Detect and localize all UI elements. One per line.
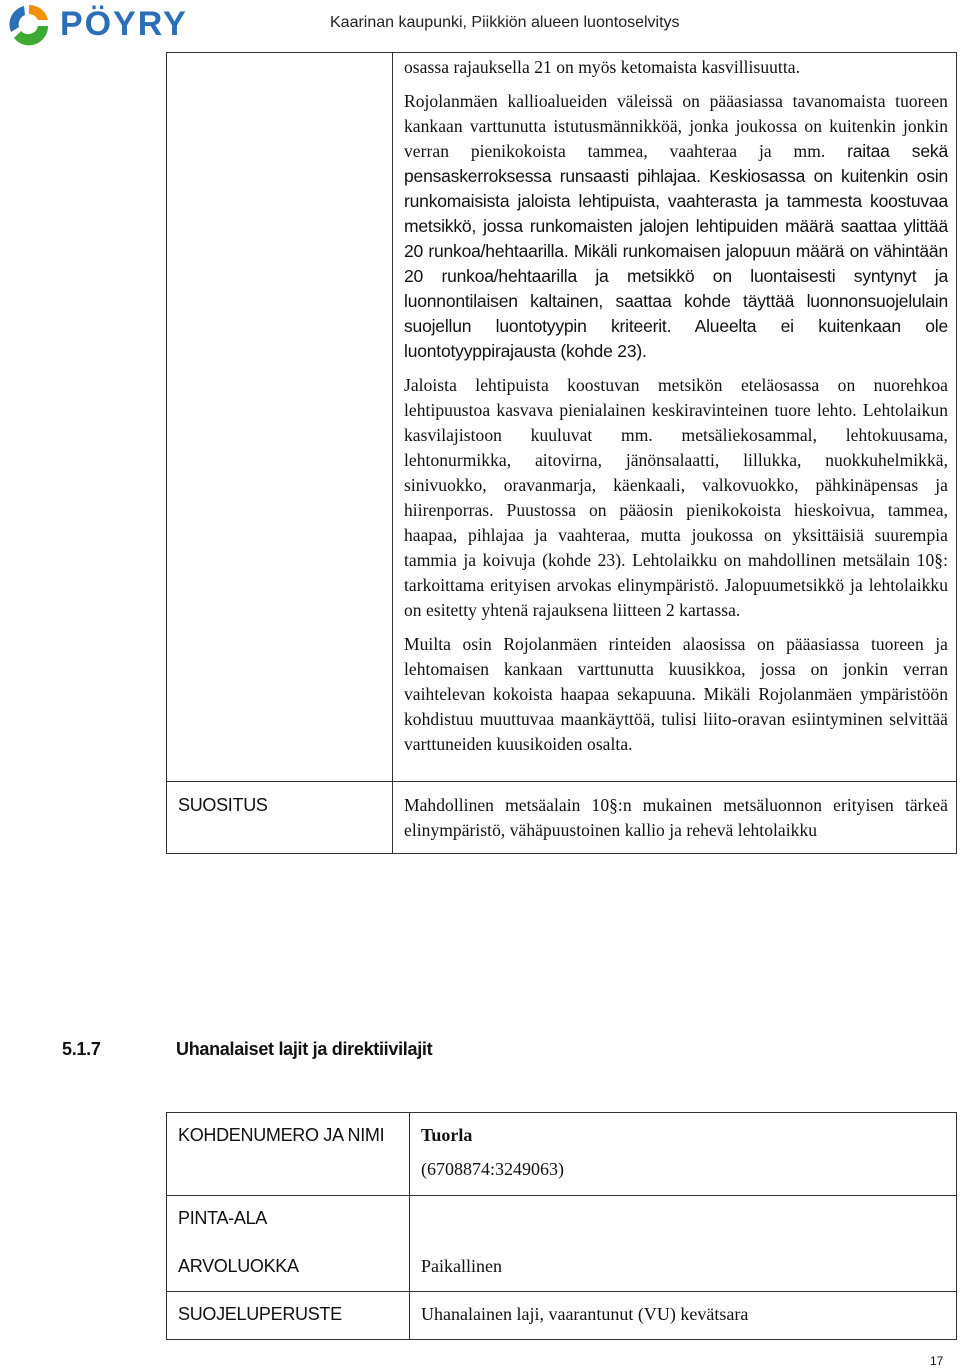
page-number: 17 xyxy=(930,1354,944,1368)
paragraph-lehto-b: metsäliekosammal, lehtokuusama, lehtonurmikka, aitovirna, jänönsalaatti, lillukka, nuokkuhelmikkä, sinivuokko, oravanmarja, käenkaali, valkovuokko, pähkinäpensas ja hiirenporras. Puustossa on pääosin pienikokoista hieskoivua, tammea, haapaa, pihlajaa ja vaahteraa, mutta joukossa on yksittäisiä suurempia tammia ja koivuja (kohde 23). Lehtolaikku on mahdollinen metsälain 10§: tarkoittama erityisen arvokas elinympäristö. Jalopuumetsikkö ja lehtolaikku on esitetty yhtenä rajauksena liitteen 2 kartassa. xyxy=(404,425,948,620)
species-row-name xyxy=(167,1113,957,1196)
label-suojeluperuste: SUOJELUPERUSTE xyxy=(178,1304,342,1324)
site-name: Tuorla xyxy=(421,1125,473,1145)
logo-wordmark: PÖYRY xyxy=(60,5,188,43)
suositus-label: SUOSITUS xyxy=(178,795,268,815)
site-description-table xyxy=(166,52,957,854)
species-value-cell xyxy=(410,1113,957,1196)
poyry-logo xyxy=(6,2,188,46)
area-value-cell xyxy=(410,1196,957,1244)
paragraph-rojolanmaki-a: Rojolanmäen kallioalueiden väleissä on pääasiassa tavanomaista tuoreen kankaan varttunutta istutusmännikköä, jonka joukossa on kuitenkin jonkin verran pienikokoista tammea, vaahteraa ja mm. xyxy=(404,91,948,161)
species-row-class xyxy=(167,1244,957,1292)
poyry-logo-icon xyxy=(6,2,52,46)
page-header xyxy=(0,0,960,50)
section-title: Uhanalaiset lajit ja direktiivilajit xyxy=(176,1039,433,1059)
suositus-row xyxy=(167,782,957,854)
basis-label-cell xyxy=(167,1292,410,1340)
paragraph-rojolanmaki xyxy=(404,89,948,364)
value-arvoluokka: Paikallinen xyxy=(421,1255,502,1276)
value-suojeluperuste: Uhanalainen laji, vaarantunut (VU) kevätsara xyxy=(421,1304,749,1324)
suositus-text-cell xyxy=(393,782,957,854)
suositus-text: Mahdollinen metsäalain 10§:n mukainen metsäluonnon erityisen tärkeä elinympäristö, vähäpuustoinen kallio ja rehevä lehtolaikku xyxy=(404,795,948,840)
species-row-area xyxy=(167,1196,957,1244)
suositus-label-cell xyxy=(167,782,393,854)
description-row xyxy=(167,53,957,782)
description-label-cell xyxy=(167,53,393,782)
site-coordinates: (6708874:3249063) xyxy=(421,1159,564,1179)
paragraph-lehto xyxy=(404,373,948,623)
paragraph-kuusikko: Muilta osin Rojolanmäen rinteiden alaosissa on pääasiassa tuoreen ja lehtomaisen kankaan varttunutta kuusikkoa, jossa on jonkin verran vaihtelevan kokoista haapaa sekapuuna. Mikäli Rojolanmäen ympäristöön kohdistuu muuttuvaa maankäyttöä, tulisi liito-oravan esiintyminen selvittää varttuneiden kuusikoiden osalta. xyxy=(404,634,948,754)
species-table xyxy=(166,1112,957,1340)
species-row-basis xyxy=(167,1292,957,1340)
label-kohdenumero: KOHDENUMERO JA NIMI xyxy=(178,1125,385,1145)
label-arvoluokka: ARVOLUOKKA xyxy=(178,1255,299,1276)
continued-paragraph: osassa rajauksella 21 on myös ketomaista kasvillisuutta. xyxy=(404,57,800,77)
section-heading xyxy=(62,1039,432,1060)
section-number: 5.1.7 xyxy=(62,1039,101,1059)
species-label-cell xyxy=(167,1113,410,1196)
area-label-cell xyxy=(167,1196,410,1244)
class-label-cell xyxy=(167,1244,410,1292)
class-value-cell xyxy=(410,1244,957,1292)
paragraph-lehto-a: Jaloista lehtipuista koostuvan metsikön eteläosassa on nuorehkoa lehtipuustoa kasvava pienialainen keskiravinteinen tuore lehto. Lehtolaikun kasvilajistoon kuuluvat mm. xyxy=(404,375,948,445)
paragraph-rojolanmaki-b: raitaa sekä pensaskerroksessa runsaasti pihlajaa. Keskiosassa on kuitenkin osin runkomaisista jaloista lehtipuista, vaahterasta ja tammesta koostuvaa metsikkö, jossa runkomaisten jalojen lehtipuiden määrä saattaa ylittää 20 runkoa/hehtaarilla. Mikäli runkomaisen jalopuun määrä on vähintään 20 runkoa/hehtaarilla ja metsikkö on luontaisesti syntynyt ja luonnontilaisen kaltainen, saattaa kohde täyttää luonnonsuojelulain suojellun luontotyypin kriteerit. Alueelta ei kuitenkaan ole luontotyyppirajausta (kohde 23). xyxy=(404,141,948,361)
basis-value-cell xyxy=(410,1292,957,1340)
description-text-cell xyxy=(393,53,957,782)
document-title: Kaarinan kaupunki, Piikkiön alueen luontoselvitys xyxy=(330,14,680,31)
label-pinta-ala: PINTA-ALA xyxy=(178,1208,267,1228)
